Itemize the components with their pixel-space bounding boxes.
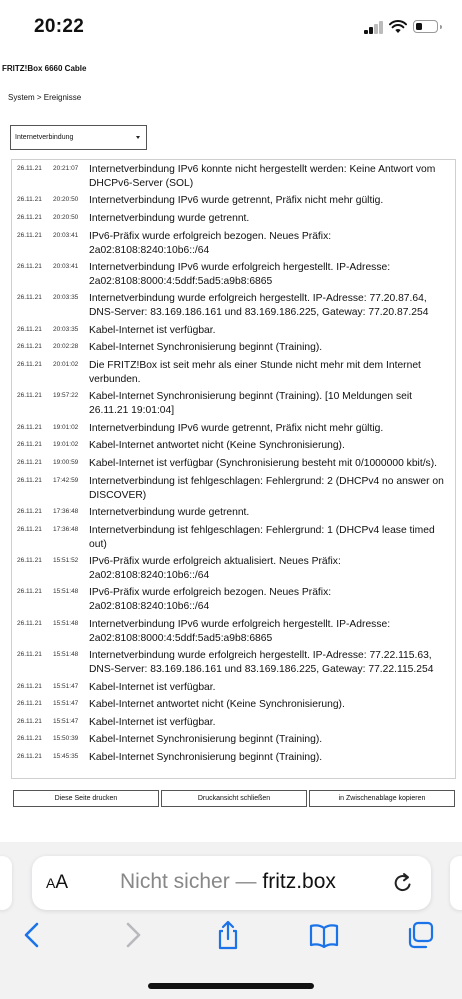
event-message-line: IPv6-Präfix wurde erfolgreich bezogen. Neues Präfix: <box>89 587 332 599</box>
event-message-line: 2a02:8108:8240:10b6::/64 <box>89 601 210 613</box>
event-message-line: Kabel-Internet Synchronisierung beginnt (Training). <box>89 342 323 354</box>
event-date: 26.11.21 <box>17 392 42 400</box>
event-date: 26.11.21 <box>17 423 42 431</box>
browser-toolbar <box>0 842 462 999</box>
event-message-line: verbunden. <box>89 374 141 385</box>
event-message-line: 2a02:8108:8000:4:5ddf:5ad5:a9b8:6865 <box>89 276 273 287</box>
event-time: 20:20:50 <box>53 196 79 204</box>
security-warning: Nicht sicher — <box>120 870 263 893</box>
event-time: 19:01:02 <box>53 441 79 449</box>
event-date: 26.11.21 <box>17 651 42 659</box>
event-message-line: Kabel-Internet antwortet nicht (Keine Synchronisierung). <box>89 440 345 452</box>
event-time: 20:03:35 <box>53 325 79 333</box>
copy-to-clipboard-button[interactable]: in Zwischenablage kopieren <box>309 790 455 807</box>
event-date: 26.11.21 <box>17 700 42 708</box>
event-message <box>89 649 451 677</box>
event-message-line: Internetverbindung ist fehlgeschlagen: Fehlergrund: 1 (DHCPv4 lease timed <box>89 524 435 536</box>
event-date: 26.11.21 <box>17 325 42 333</box>
event-date: 26.11.21 <box>17 441 42 449</box>
event-message-line: Kabel-Internet antwortet nicht (Keine Synchronisierung). <box>89 699 345 711</box>
event-message-line: 2a02:8108:8240:10b6::/64 <box>89 570 210 581</box>
battery-icon <box>413 20 438 33</box>
event-message-line: Kabel-Internet Synchronisierung beginnt (Training). <box>89 752 323 763</box>
event-message-line: DNS-Server: 83.169.186.161 und 83.169.186.225, Gateway: 77.22.115.254 <box>89 664 434 676</box>
event-date: 26.11.21 <box>17 196 42 204</box>
event-time: 20:03:41 <box>53 231 79 239</box>
event-message-line: Kabel-Internet Synchronisierung beginnt (Training). [10 Meldungen seit <box>89 391 413 403</box>
event-time: 15:51:52 <box>53 557 79 564</box>
event-message <box>89 163 451 191</box>
event-message-line: Internetverbindung IPv6 wurde erfolgreich hergestellt. IP-Adresse: <box>89 262 391 273</box>
event-message <box>89 555 451 583</box>
event-message <box>89 439 451 453</box>
event-time: 20:03:41 <box>53 263 79 270</box>
event-message <box>89 422 451 436</box>
status-time: 20:22 <box>34 16 85 37</box>
home-indicator <box>148 983 314 989</box>
event-message <box>89 681 451 695</box>
share-icon[interactable] <box>213 920 243 950</box>
event-message <box>89 341 451 355</box>
bookmarks-icon[interactable] <box>309 920 339 950</box>
event-time: 15:50:39 <box>53 735 79 743</box>
event-date: 26.11.21 <box>17 619 42 627</box>
event-message <box>89 212 451 226</box>
event-date: 26.11.21 <box>17 214 42 221</box>
event-date: 26.11.21 <box>17 294 42 302</box>
event-date: 26.11.21 <box>17 231 42 239</box>
tabs-icon[interactable] <box>405 920 435 950</box>
back-icon[interactable] <box>18 920 48 950</box>
event-message <box>89 457 451 471</box>
event-time: 15:51:47 <box>53 700 79 708</box>
event-message-line: Internetverbindung wurde getrennt. <box>89 507 250 518</box>
close-print-view-button[interactable]: Druckansicht schließen <box>161 790 307 807</box>
event-message-line: Internetverbindung IPv6 konnte nicht hergestellt werden: Keine Antwort vom <box>89 164 436 175</box>
event-date: 26.11.21 <box>17 753 42 760</box>
url-host: fritz.box <box>262 870 336 893</box>
event-message <box>89 194 451 208</box>
event-message <box>89 716 451 730</box>
event-time: 20:01:02 <box>53 361 79 368</box>
event-filter-value: Internetverbindung <box>15 134 74 141</box>
event-message-line: Kabel-Internet ist verfügbar. <box>89 324 216 336</box>
event-time: 19:57:22 <box>53 392 79 400</box>
print-page-button[interactable]: Diese Seite drucken <box>13 790 159 807</box>
reload-icon[interactable] <box>392 872 414 894</box>
event-message <box>89 733 451 747</box>
event-message-line: DNS-Server: 83.169.186.161 und 83.169.186.225, Gateway: 77.20.87.254 <box>89 307 429 319</box>
event-filter-select[interactable] <box>10 125 147 150</box>
event-time: 17:42:59 <box>53 476 79 484</box>
router-brand: FRITZ!Box 6660 Cable <box>2 64 87 73</box>
event-date: 26.11.21 <box>17 263 42 270</box>
event-time: 19:01:02 <box>53 423 79 431</box>
event-time: 15:51:48 <box>53 588 79 596</box>
aa-large-glyph: A <box>55 872 69 893</box>
event-message-line: Internetverbindung wurde getrennt. <box>89 213 250 224</box>
event-message-line: 26.11.21 19:01:04] <box>89 405 175 417</box>
status-bar <box>0 0 462 56</box>
reader-options-button[interactable] <box>46 872 68 894</box>
breadcrumb[interactable]: System > Ereignisse <box>8 93 82 102</box>
event-message-line: 2a02:8108:8000:4:5ddf:5ad5:a9b8:6865 <box>89 632 273 644</box>
event-message <box>89 292 451 320</box>
event-message-line: Kabel-Internet ist verfügbar (Synchronisierung besteht mit 0/1000000 kbit/s). <box>89 458 437 469</box>
event-log-table[interactable] <box>11 159 456 779</box>
event-date: 26.11.21 <box>17 459 42 466</box>
event-message-line: 2a02:8108:8240:10b6::/64 <box>89 244 210 256</box>
forward-icon[interactable] <box>117 920 147 950</box>
event-time: 15:51:48 <box>53 651 79 659</box>
event-message <box>89 618 451 646</box>
event-message <box>89 230 451 258</box>
event-date: 26.11.21 <box>17 508 42 515</box>
event-message <box>89 261 451 289</box>
event-message-line: Kabel-Internet Synchronisierung beginnt (Training). <box>89 734 323 746</box>
event-time: 20:03:35 <box>53 294 79 302</box>
event-message <box>89 586 451 614</box>
event-date: 26.11.21 <box>17 476 42 484</box>
event-message-line: Internetverbindung wurde erfolgreich hergestellt. IP-Adresse: 77.20.87.64, <box>89 293 427 305</box>
event-time: 15:51:47 <box>53 682 79 690</box>
wifi-icon <box>389 19 407 34</box>
url-display[interactable] <box>120 870 336 894</box>
event-time: 15:51:48 <box>53 619 79 627</box>
event-time: 17:36:48 <box>53 508 79 515</box>
aa-small-glyph: A <box>46 875 56 891</box>
event-message <box>89 475 451 503</box>
event-message-line: DHCPv6-Server (SOL) <box>89 178 194 189</box>
event-date: 26.11.21 <box>17 525 42 533</box>
cellular-signal-icon <box>364 21 384 34</box>
event-message <box>89 390 451 418</box>
event-message <box>89 506 451 520</box>
event-message-line: IPv6-Präfix wurde erfolgreich aktualisiert. Neues Präfix: <box>89 556 341 567</box>
next-tab-peek[interactable] <box>450 856 462 910</box>
event-date: 26.11.21 <box>17 682 42 690</box>
event-message-line: Kabel-Internet ist verfügbar. <box>89 681 216 693</box>
event-message-line: Internetverbindung ist fehlgeschlagen: Fehlergrund: 2 (DHCPv4 no answer on <box>89 475 444 487</box>
event-message <box>89 698 451 712</box>
event-message-line: Internetverbindung IPv6 wurde getrennt, Präfix nicht mehr gültig. <box>89 195 384 207</box>
event-time: 19:00:59 <box>53 459 79 466</box>
event-date: 26.11.21 <box>17 343 42 351</box>
event-message-line: Internetverbindung IPv6 wurde erfolgreich hergestellt. IP-Adresse: <box>89 618 391 630</box>
event-message <box>89 524 451 552</box>
event-date: 26.11.21 <box>17 735 42 743</box>
event-message-line: IPv6-Präfix wurde erfolgreich bezogen. Neues Präfix: <box>89 230 332 242</box>
event-date: 26.11.21 <box>17 588 42 596</box>
chevron-down-icon <box>136 136 140 139</box>
event-date: 26.11.21 <box>17 717 42 725</box>
event-time: 20:21:07 <box>53 165 79 172</box>
event-message <box>89 751 451 765</box>
event-time: 17:36:48 <box>53 525 79 533</box>
event-time: 15:45:35 <box>53 753 79 760</box>
event-message <box>89 359 451 387</box>
event-message-line: Kabel-Internet ist verfügbar. <box>89 716 216 728</box>
event-message-line: out) <box>89 538 107 550</box>
event-time: 20:20:50 <box>53 214 79 221</box>
event-message-line: Die FRITZ!Box ist seit mehr als einer Stunde nicht mehr mit dem Internet <box>89 360 421 371</box>
previous-tab-peek[interactable] <box>0 856 12 910</box>
event-time: 20:02:28 <box>53 343 79 351</box>
event-time: 15:51:47 <box>53 717 79 725</box>
event-message-line: Internetverbindung wurde erfolgreich hergestellt. IP-Adresse: 77.22.115.63, <box>89 650 432 662</box>
event-date: 26.11.21 <box>17 557 42 564</box>
address-bar[interactable] <box>32 856 431 910</box>
event-message-line: DISCOVER) <box>89 489 147 501</box>
event-message-line: Internetverbindung IPv6 wurde getrennt, Präfix nicht mehr gültig. <box>89 422 384 434</box>
event-date: 26.11.21 <box>17 165 42 172</box>
event-date: 26.11.21 <box>17 361 42 368</box>
event-message <box>89 324 451 338</box>
